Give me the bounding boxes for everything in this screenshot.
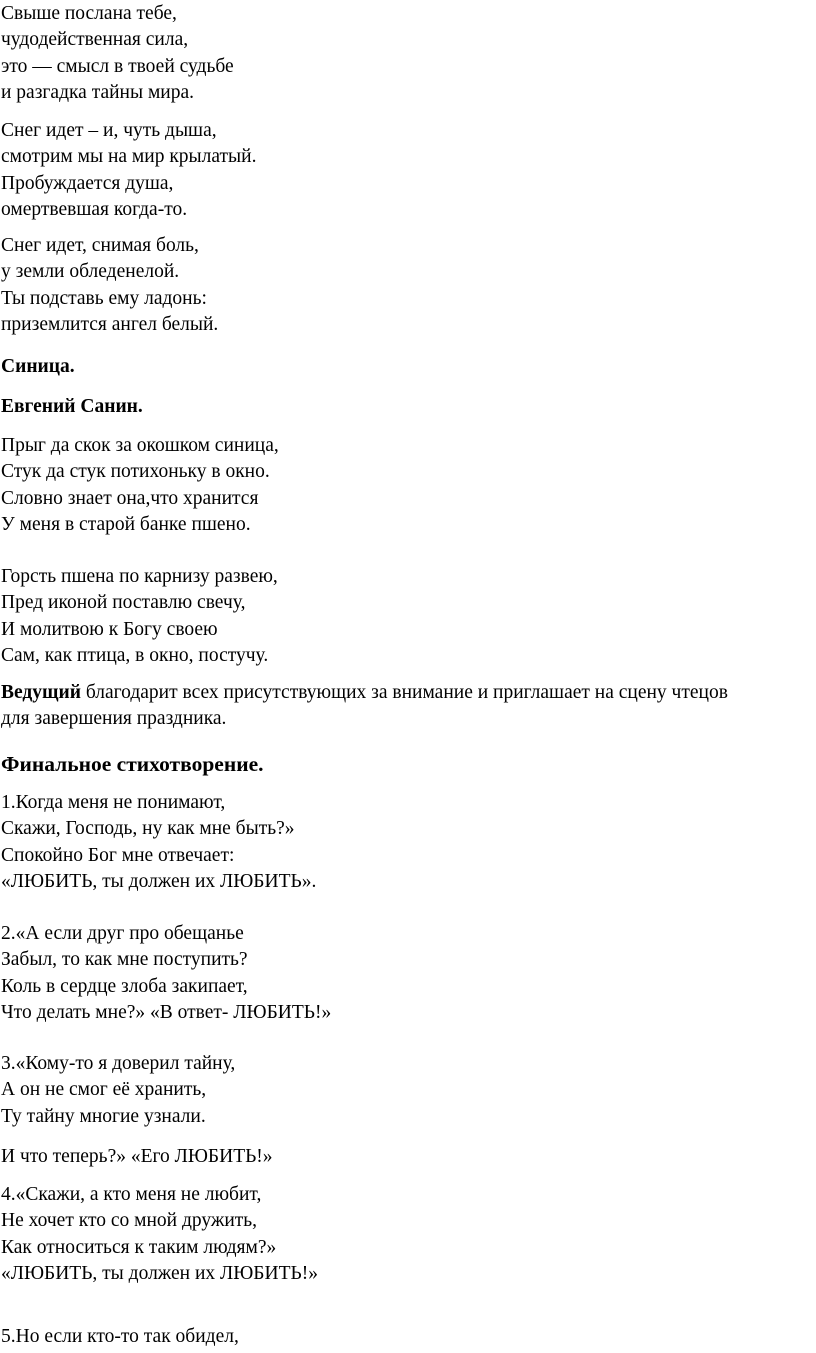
text-line: Снег идет – и, чуть дыша,: [1, 120, 217, 141]
text-line: Спокойно Бог мне отвечает:: [1, 844, 235, 866]
text-line: приземлится ангел белый.: [1, 313, 219, 335]
text-line: 3.«Кому-то я доверил тайну,: [1, 1053, 236, 1074]
text-line: Пробуждается душа,: [1, 172, 174, 194]
text-line: Свыше послана тебе,: [1, 3, 177, 24]
text-line: Прыг да скок за окошком синица,: [1, 435, 279, 456]
text-line: И молитвою к Богу своею: [1, 618, 218, 640]
text-line: Стук да стук потихоньку в окно.: [1, 461, 270, 483]
text-line: Пред иконой поставлю свечу,: [1, 592, 246, 614]
text-line: «ЛЮБИТЬ, ты должен их ЛЮБИТЬ».: [1, 870, 317, 892]
bold-title-line: Синица.: [1, 356, 75, 377]
text-line: «ЛЮБИТЬ, ты должен их ЛЮБИТЬ!»: [1, 1262, 318, 1284]
text-line: Сам, как птица, в окно, постучу.: [1, 644, 269, 666]
text-line: 1.Когда меня не понимают,: [1, 792, 226, 813]
section-heading: Финальное стихотворение.: [1, 752, 264, 776]
text-line: Коль в сердце злоба закипает,: [1, 975, 248, 997]
text-line: Скажи, Господь, ну как мне быть?»: [1, 818, 295, 840]
text-line: А он не смог её хранить,: [1, 1079, 207, 1101]
text-line: 5.Но если кто-то так обидел,: [1, 1326, 239, 1347]
bold-title-line: Евгений Санин.: [1, 396, 143, 417]
text-line: Что делать мне?» «В ответ- ЛЮБИТЬ!»: [1, 1001, 332, 1023]
text-line: Ты подставь ему ладонь:: [1, 287, 207, 309]
text-line: Горсть пшена по карнизу развею,: [1, 566, 278, 587]
text-line: для завершения праздника.: [1, 708, 227, 730]
speaker-label: Ведущий: [1, 682, 81, 703]
text-line: чудодейственная сила,: [1, 29, 189, 51]
text-line: Словно знает она,что хранится: [1, 487, 259, 509]
text-line: 2.«А если друг про обещанье: [1, 923, 244, 944]
text-line: Ту тайну многие узнали.: [1, 1105, 206, 1127]
text-line: и разгадка тайны мира.: [1, 81, 195, 103]
text-line: смотрим мы на мир крылатый.: [1, 146, 257, 168]
text-line: Забыл, то как мне поступить?: [1, 949, 248, 971]
text-line: это — смысл в твоей судьбе: [1, 55, 234, 77]
text-line: Снег идет, снимая боль,: [1, 235, 199, 256]
text-line: Как относиться к таким людям?»: [1, 1236, 277, 1258]
text-line: омертвевшая когда-то.: [1, 198, 188, 220]
text-line: [1, 680, 728, 706]
text-line: И что теперь?» «Его ЛЮБИТЬ!»: [1, 1146, 273, 1167]
text-line: Не хочет кто со мной дружить,: [1, 1210, 258, 1232]
text-line: у земли обледенелой.: [1, 261, 180, 283]
text-line: У меня в старой банке пшено.: [1, 513, 251, 535]
text-line: 4.«Скажи, а кто меня не любит,: [1, 1184, 262, 1205]
paragraph-text: благодарит всех присутствующих за внимание и приглашает на сцену чтецов: [85, 682, 728, 703]
